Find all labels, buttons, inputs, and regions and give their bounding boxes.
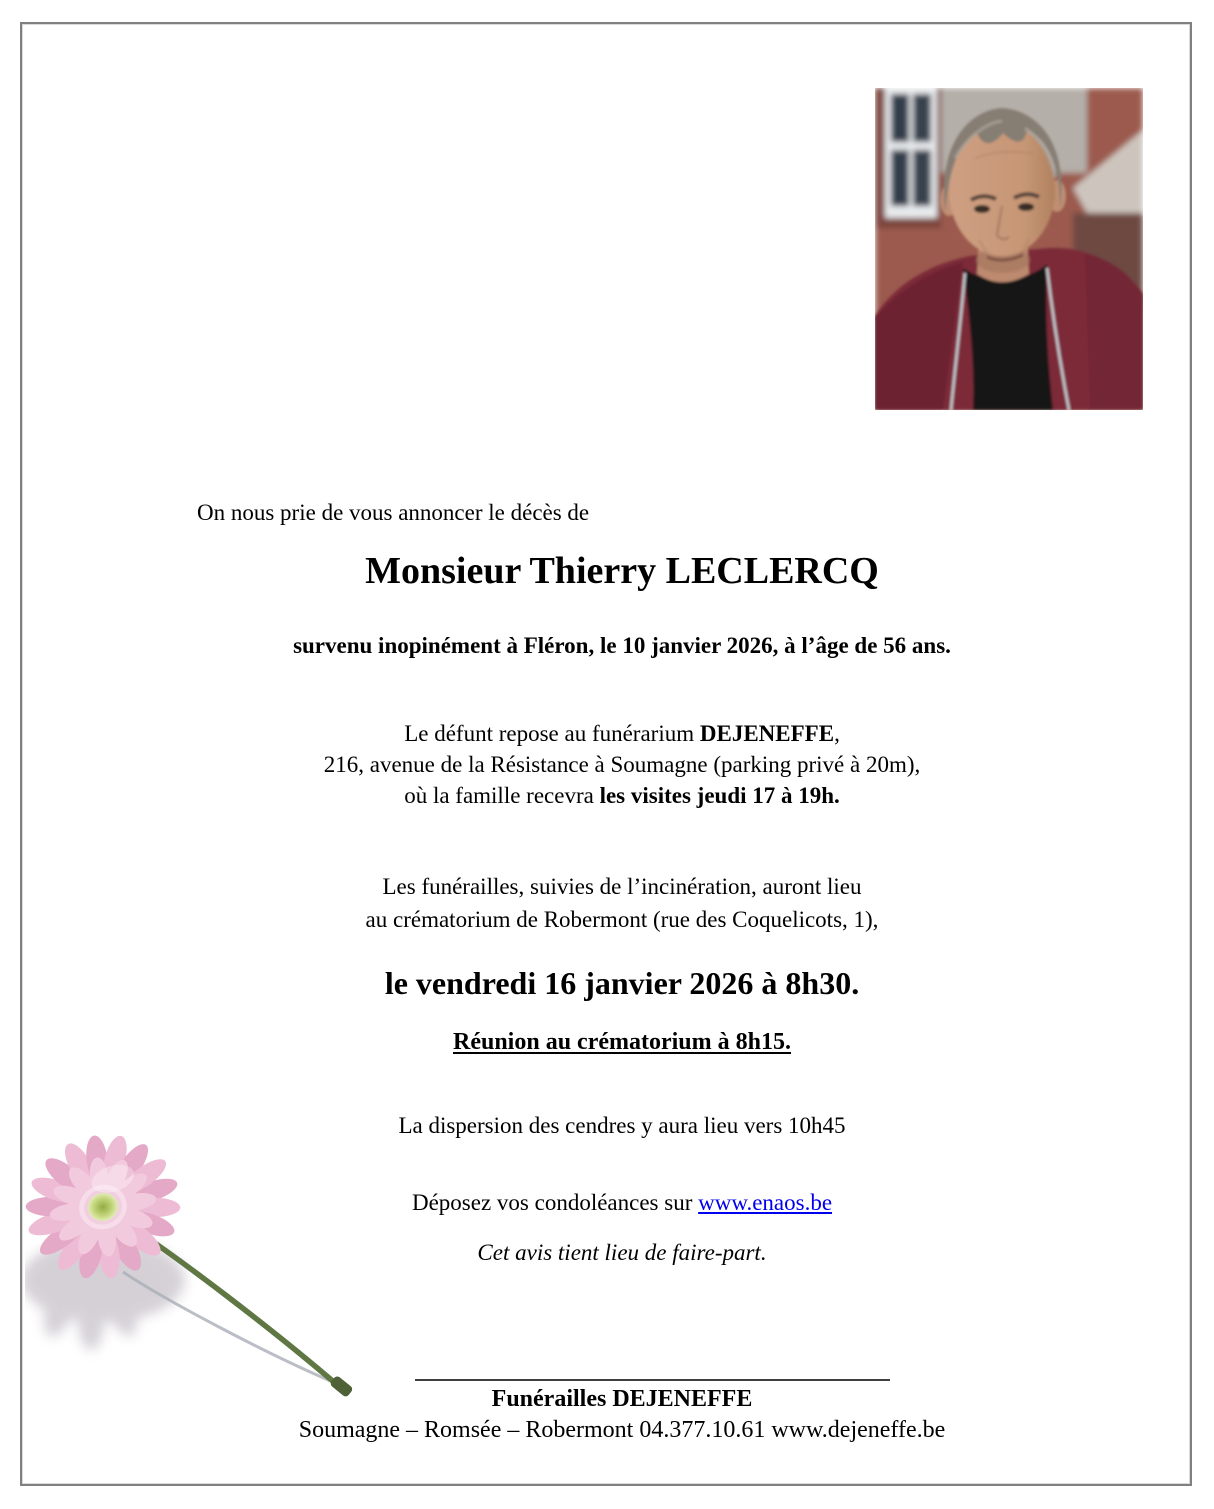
intro-line: On nous prie de vous annoncer le décès de bbox=[197, 500, 590, 525]
funeral-home-name: DEJENEFFE bbox=[699, 721, 835, 746]
repose-line-2: 216, avenue de la Résistance à Soumagne (parking privé à 20m), bbox=[323, 752, 921, 777]
ceremony-paragraph bbox=[30, 870, 1214, 936]
enaos-link[interactable]: www.enaos.be bbox=[698, 1190, 833, 1215]
footer-divider-line bbox=[415, 1379, 890, 1381]
repose-line-1: Le défunt repose au funérarium DEJENEFFE, bbox=[404, 721, 840, 746]
announcement-text-block bbox=[30, 0, 1214, 1509]
repose-line-3: où la famille recevra les visites jeudi 17 à 19h. bbox=[404, 783, 840, 808]
ceremony-date-time: le vendredi 16 janvier 2026 à 8h30. bbox=[384, 965, 860, 1001]
deceased-name: Monsieur Thierry LECLERCQ bbox=[365, 550, 879, 592]
ceremony-line-1: Les funérailles, suivies de l’incinération, auront lieu bbox=[382, 874, 862, 899]
ashes-dispersion-line: La dispersion des cendres y aura lieu vers 10h45 bbox=[398, 1113, 846, 1138]
meeting-line: Réunion au crématorium à 8h15. bbox=[453, 1029, 791, 1055]
visits-schedule: les visites jeudi 17 à 19h. bbox=[599, 783, 840, 808]
ceremony-line-2: au crématorium de Robermont (rue des Coquelicots, 1), bbox=[365, 907, 879, 932]
footer-funeral-home: Funérailles DEJENEFFE bbox=[491, 1386, 753, 1412]
faire-part-notice: Cet avis tient lieu de faire-part. bbox=[477, 1240, 767, 1265]
footer-locations-contact: Soumagne – Romsée – Robermont 04.377.10.61 www.dejeneffe.be bbox=[298, 1417, 946, 1443]
condolences-line: Déposez vos condoléances sur www.enaos.be bbox=[411, 1190, 833, 1215]
repose-paragraph bbox=[30, 718, 1214, 811]
death-notice-line: survenu inopinément à Fléron, le 10 janvier 2026, à l’âge de 56 ans. bbox=[293, 633, 951, 658]
